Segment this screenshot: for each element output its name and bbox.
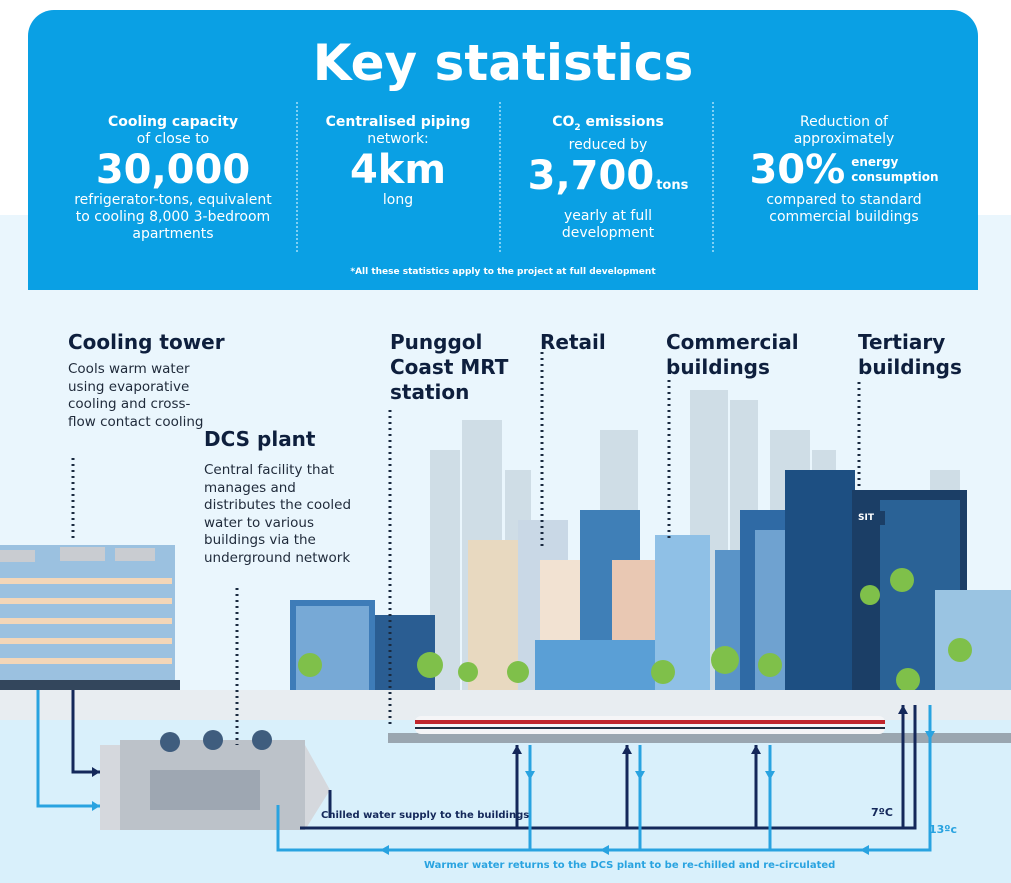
stat-post: long	[382, 192, 414, 208]
footnote: *All these statistics apply to the project at full development	[350, 267, 656, 277]
dcs-plant-heading: DCS plant	[204, 427, 316, 451]
return-label: Warmer water returns to the DCS plant to be re-chilled and re-circulated	[424, 860, 836, 871]
mrt-heading: Punggol Coast MRT station	[390, 330, 509, 404]
tertiary-heading: Tertiary buildings	[858, 330, 962, 379]
stat-unit: energy	[851, 155, 899, 169]
dcs-plant-desc: Central facility that manages and distributes the cooled water to various buildings via the underground network	[204, 462, 352, 566]
return-temperature: 13ºc	[929, 823, 958, 836]
supply-temperature: 7ºC	[871, 806, 893, 819]
cooling-tower-desc: Cools warm water using evaporative cooling and cross-flow contact cooling	[68, 361, 204, 430]
supply-label: Chilled water supply to the buildings	[321, 810, 530, 821]
building-sign: SIT	[858, 513, 874, 523]
stat-value: 4km	[349, 147, 447, 193]
stat-label: $CO_2$ emissions	[552, 114, 664, 133]
stat-unit: tons	[656, 177, 689, 193]
commercial-heading: Commercial buildings	[666, 330, 799, 379]
stat-label: Cooling capacity	[107, 114, 239, 130]
stat-post: compared to standard commercial buildings	[766, 192, 922, 225]
key-statistics-panel	[28, 10, 978, 290]
stat-pre: of close to	[136, 131, 210, 147]
divider	[712, 102, 714, 252]
stat-piping	[323, 114, 473, 209]
stat-value: 30% energy consumption	[749, 147, 939, 193]
stat-label: Centralised piping	[325, 114, 471, 130]
panel-title: Key statistics	[312, 34, 694, 92]
stat-pre: reduced by	[568, 136, 648, 153]
divider	[499, 102, 501, 252]
retail-heading: Retail	[540, 330, 606, 354]
stat-pre: Reduction of approximately	[793, 114, 895, 147]
stat-cooling-capacity	[68, 114, 278, 243]
cooling-tower-heading: Cooling tower	[68, 330, 225, 354]
stat-energy	[744, 114, 944, 226]
divider	[296, 102, 298, 252]
stat-co2	[520, 114, 696, 242]
stat-value: 30,000	[95, 147, 251, 193]
stat-post: refrigerator-tons, equivalent to cooling 8,000 3-bedroom apartments	[74, 192, 272, 242]
stat-post: yearly at full development	[561, 207, 655, 241]
stat-unit: consumption	[851, 170, 939, 184]
stat-value: 3,700 tons	[527, 152, 689, 199]
stat-pre: network:	[367, 131, 429, 147]
